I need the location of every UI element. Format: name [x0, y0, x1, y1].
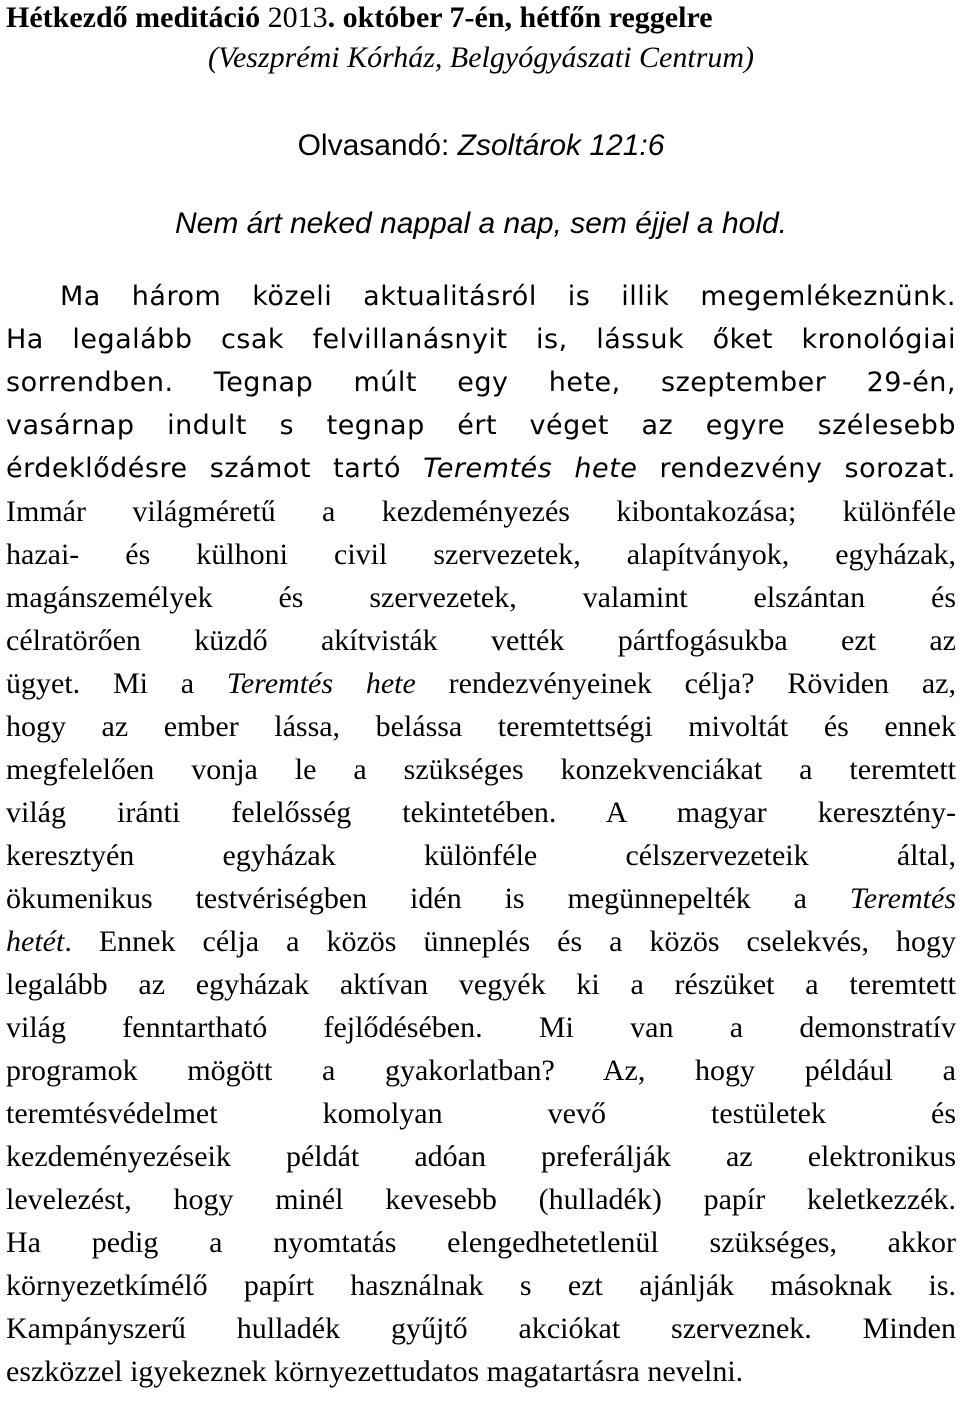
- body-line: megfelelően vonja le a szükséges konzekvenciákat a teremtett: [6, 753, 956, 786]
- body-text-segment: . Ennek célja a közös ünneplés és a közös cselekvés, hogy: [64, 925, 956, 958]
- reading-label: Olvasandó:: [297, 129, 458, 162]
- body-line: keresztyén egyházak különféle célszervezeteik által,: [6, 839, 956, 872]
- body-line: programok mögött a gyakorlatban? Az, hogy például a: [6, 1054, 956, 1087]
- body-line: [6, 447, 956, 490]
- body-line: Immár világméretű a kezdeményezés kibontakozása; különféle: [6, 495, 956, 528]
- body-paragraph: [6, 275, 956, 1393]
- body-line: magánszemélyek és szervezetek, valamint elszántan és: [6, 581, 956, 614]
- body-text-segment: érdeklődésre számot tartó: [6, 453, 424, 484]
- title-year: 2013: [267, 1, 328, 34]
- body-line: vasárnap indult s tegnap ért véget az egyre szélesebb: [6, 410, 956, 441]
- document-page: [6, 0, 956, 1393]
- body-text-segment: ügyet. Mi a: [6, 667, 227, 700]
- body-line: hazai- és külhoni civil szervezetek, alapítványok, egyházak,: [6, 538, 956, 571]
- body-line: világ fenntartható fejlődésében. Mi van a demonstratív: [6, 1011, 956, 1044]
- body-line: [6, 920, 956, 963]
- document-title: [6, 0, 956, 36]
- verse-quote: Nem árt neked nappal a nap, sem éjjel a hold.: [174, 207, 788, 240]
- body-line: Kampányszerű hulladék gyűjtő akciókat szerveznek. Minden: [6, 1312, 956, 1345]
- body-line: Ha legalább csak felvillanásnyit is, lássuk őket kronológiai: [6, 324, 956, 355]
- body-text-segment: rendezvényeinek célja? Röviden az,: [415, 667, 956, 700]
- reading-line: [6, 128, 956, 164]
- body-line: teremtésvédelmet komolyan vevő testületek és: [6, 1097, 956, 1130]
- body-line: [6, 877, 956, 920]
- body-line: kezdeményezéseik példát adóan preferálják az elektronikus: [6, 1140, 956, 1173]
- body-emphasis: hetét: [6, 925, 65, 958]
- body-emphasis: Teremtés hete: [226, 667, 416, 700]
- body-line: világ iránti felelősség tekintetében. A magyar keresztény-: [6, 796, 956, 829]
- location-subtitle: (Veszprémi Kórház, Belgyógyászati Centrum): [207, 41, 755, 74]
- body-text-segment: ökumenikus testvériségben idén is megünnepelték a: [6, 882, 850, 915]
- body-line: Ha pedig a nyomtatás elengedhetetlenül szükséges, akkor: [6, 1226, 956, 1259]
- body-emphasis: Teremtés hete: [423, 453, 638, 484]
- body-line: Ma három közeli aktualitásról is illik megemlékeznünk.: [60, 281, 956, 312]
- body-line: sorrendben. Tegnap múlt egy hete, szeptember 29-én,: [6, 367, 956, 398]
- body-line: levelezést, hogy minél kevesebb (hulladék) papír keletkezzék.: [6, 1183, 956, 1216]
- body-line: legalább az egyházak aktívan vegyék ki a részüket a teremtett: [6, 968, 956, 1001]
- body-line: [6, 662, 956, 705]
- title-rest: . október 7-én, hétfőn reggelre: [327, 1, 713, 34]
- body-line: környezetkímélő papírt használnak s ezt ajánlják másoknak is.: [6, 1269, 956, 1302]
- body-line: célratörően küzdő akítvisták vették pártfogásukba ezt az: [6, 624, 956, 657]
- body-line: hogy az ember lássa, belássa teremtettségi mivoltát és ennek: [6, 710, 956, 743]
- body-line: eszközzel igyekeznek környezettudatos magatartásra nevelni.: [6, 1355, 744, 1388]
- reading-reference: Zsoltárok 121:6: [457, 129, 665, 162]
- title-prefix: Hétkezdő meditáció: [6, 1, 268, 34]
- body-emphasis: Teremtés: [849, 882, 956, 915]
- body-text-segment: rendezvény sorozat.: [637, 453, 957, 484]
